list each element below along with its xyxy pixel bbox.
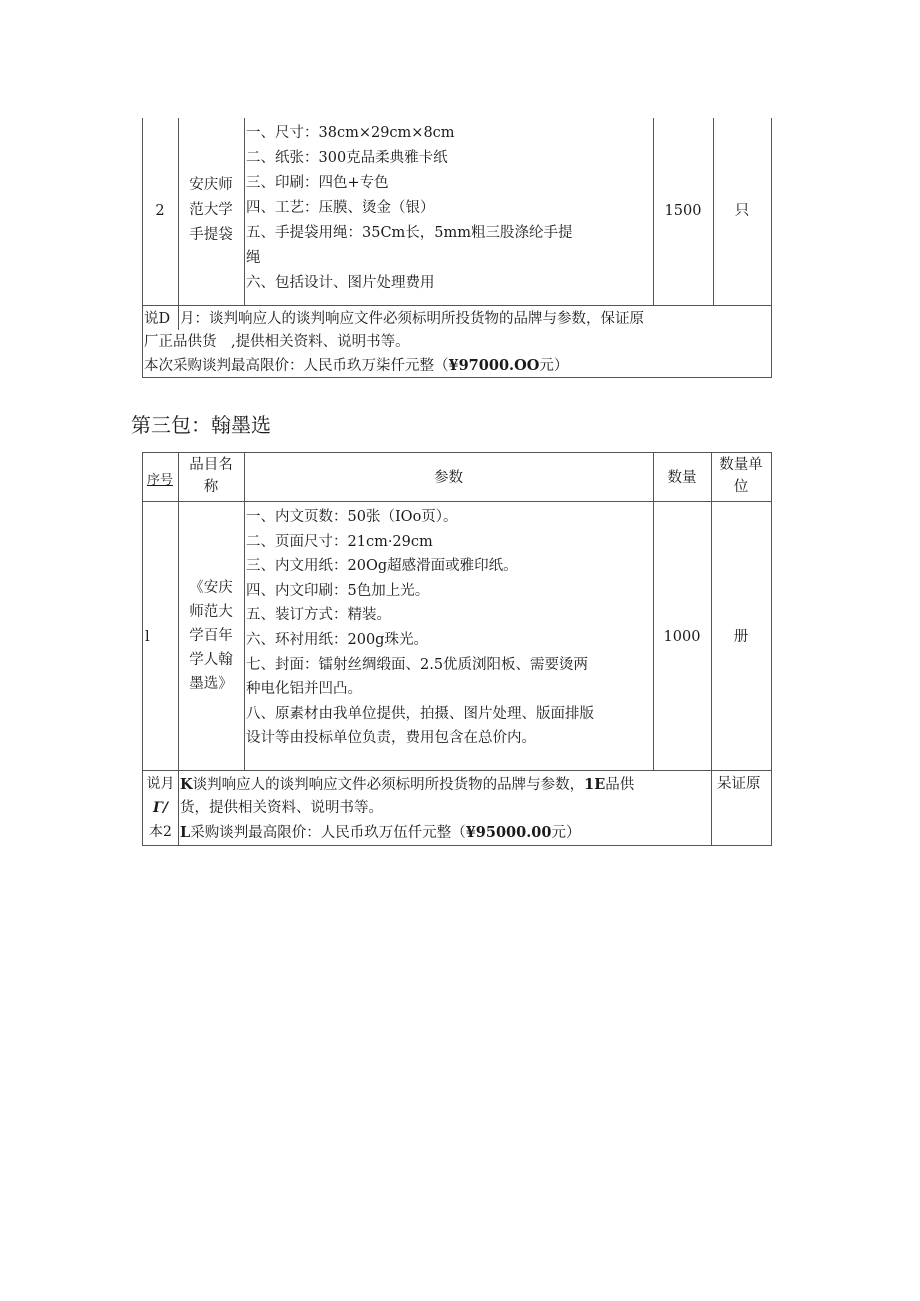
note-label-divider [178, 306, 179, 330]
table-1-border-right [771, 118, 772, 378]
item-name: 安庆师 范大学 手提袋 [189, 177, 233, 243]
table-1-border-left [142, 118, 143, 378]
section-title: 第三包：翰墨选 [131, 413, 271, 437]
header-params: 参数 [434, 470, 463, 486]
note-line-2: 厂正品供货 ,提供相关资料、说明书等。 [144, 334, 410, 350]
row-number: 2 [155, 203, 165, 219]
note-label: 说月 Γ/ 本2 [146, 776, 175, 840]
header-number: 序号 [146, 473, 173, 488]
note-line-2: 货，提供相关资料、说明书等。 [180, 800, 383, 816]
item-params: 一、尺寸：38cm×29cm×8cm 二、纸张：300克品柔典雅卡纸 三、印刷：四色+专色 四、工艺：压膜、烫金（银） 五、手提袋用绳：35Cm长，5mm粗三股涤纶手提 绳 六、包括设计、图片处理费用 [246, 125, 573, 291]
price-limit: L采购谈判最高限价：人民币玖万伍仟元整（¥95000.00元） [180, 824, 581, 841]
note-line-1-right: 呆证原 [717, 776, 761, 792]
table-2-divider-qty [653, 452, 654, 771]
item-params: 一、内文页数：50张（IOo页）。 二、页面尺寸：21cm·29cm 三、内文用纸：20Og超感滑面或雅印纸。 四、内文印刷：5色加上光。 五、装订方式：精装。 六、环衬用纸：200g珠光。 七、封面：镭射丝绸缎面、2.5优质浏阳板、需要烫两 种电化铝并凹凸。 八、原素材由我单位提供，拍摄、图片处理、版面排版 设计等由投标单位负责，费用包含在总价内。 [246, 509, 594, 747]
table-1-row-divider [142, 305, 772, 306]
table-2-border-right [771, 452, 772, 846]
note-line-1: 月：谈判响应人的谈判响应文件必须标明所投货物的品牌与参数，保证原 [180, 311, 644, 327]
item-quantity: 1000 [663, 629, 701, 645]
header-item-name: 品目名 称 [189, 457, 233, 495]
row-number: l [145, 629, 150, 645]
item-unit: 只 [734, 203, 750, 219]
note-label: 说D [144, 311, 171, 327]
table-1-divider-params [244, 118, 245, 306]
item-quantity: 1500 [664, 203, 702, 219]
item-unit: 册 [733, 629, 749, 645]
table-2-border-top [142, 452, 772, 453]
table-2-divider-params [244, 452, 245, 771]
item-name: 《安庆 师范大 学百年 学人翰 墨选》 [189, 580, 233, 692]
note-line-1: K谈判响应人的谈判响应文件必须标明所投货物的品牌与参数，1E品供 [180, 776, 635, 793]
table-2-row-divider [142, 770, 772, 771]
header-unit: 数量单 位 [719, 457, 763, 495]
price-limit: 本次采购谈判最高限价：人民币玖万柒仟元整（¥97000.OO元） [144, 357, 569, 374]
table-2-header-divider [142, 501, 772, 502]
header-quantity: 数量 [667, 470, 697, 486]
